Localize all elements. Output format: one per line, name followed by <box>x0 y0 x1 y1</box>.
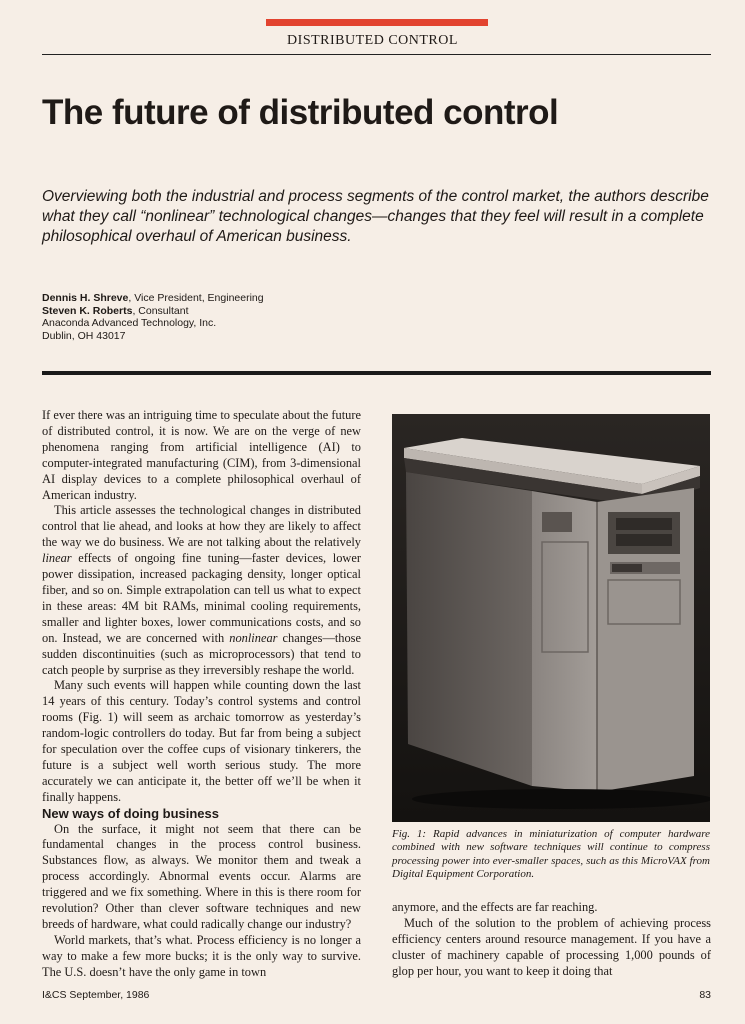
author-affiliation: Anaconda Advanced Technology, Inc. <box>42 317 217 329</box>
section-header: DISTRIBUTED CONTROL <box>287 33 458 48</box>
body-paragraph <box>42 503 361 678</box>
body-paragraph: If ever there was an intriguing time to speculate about the future of distributed control, it is now. We are on the verge of new phenomena ranging from artificial intelligence (AI) to computer-integrated manufacturing (CIM), from 3-dimensional AI display devices to a complete philosophical overhaul of American industry. <box>42 408 361 502</box>
body-text: effects of ongoing fine tuning—faster devices, lower power dissipation, increased packaging density, longer optical fiber, and so on. Simple extrapolation can tell us what to expect in these areas: 4M bit RAMs, minimal cooling requirements, smaller and lighter boxes, lower communications costs, and so on. Instead, we are concerned with <box>42 551 361 645</box>
body-column-right <box>392 900 711 980</box>
emphasis: nonlinear <box>229 630 278 645</box>
author-2 <box>42 305 442 318</box>
author-name: Steven K. Roberts <box>42 304 133 317</box>
emphasis: linear <box>42 551 72 566</box>
author-address: Dublin, OH 43017 <box>42 329 126 342</box>
article-deck: Overviewing both the industrial and process segments of the control market, the authors describe what they call “nonlinear” technological changes—changes that they feel will result in a complete philosophical overhaul of American business. <box>42 188 709 245</box>
figure-caption-text: Rapid advances in miniaturization of computer hardware combined with new software techniques will continue to compress processing power into ever-smaller spaces, such as this MicroVAX from Digital Equipment Corporation. <box>392 828 710 881</box>
accent-bar <box>266 19 488 26</box>
author-role: , Consultant <box>132 304 189 317</box>
body-paragraph: On the surface, it might not seem that there can be fundamental changes in the process control business. Substances flow, as always. We monitor them and tweak a process accordingly. Abnormal events occur. Alarms are triggered and we fix something. Where in this is there room for revolution? Other than clever software techniques and new breeds of hardware, what could radically change our industry? <box>42 821 361 931</box>
body-paragraph: Much of the solution to the problem of achieving process efficiency centers around resource management. If you have a cluster of machinery capable of processing 1,000 pounds of glop per hour, you want to keep it doing that <box>392 915 711 978</box>
body-paragraph: World markets, that’s what. Process efficiency is no longer a way to make a few more bucks; it is the only way to survive. The U.S. doesn’t have the only game in town <box>42 932 361 979</box>
body-column-left <box>42 408 361 981</box>
body-text: This article assesses the technological changes in distributed control that lie ahead, and looks at how they are likely to affect the way we do business. We are not talking about the relatively <box>42 503 361 550</box>
article-title: The future of distributed control <box>42 93 559 132</box>
computer-cabinet-illustration <box>392 414 710 822</box>
author-1 <box>42 292 442 305</box>
page-number: 83 <box>699 989 711 1001</box>
figure-caption <box>392 828 710 882</box>
body-paragraph: Many such events will happen while counting down the last 14 years of this century. Today’s control systems and control rooms (Fig. 1) will seem as archaic tomorrow as yesterday’s random-logic controllers do today. But far from being a subject for speculation over the coffee cups of visionary tinkerers, the future is a subject well worth serious study. The more accurately we can anticipate it, the better off we’ll be when it finally happens. <box>42 678 361 804</box>
author-name: Dennis H. Shreve <box>42 292 129 304</box>
heavy-rule <box>42 371 711 375</box>
figure-photo-microvax <box>392 414 710 822</box>
author-block <box>42 292 442 342</box>
body-text: changes—those sudden discontinuities (such as microprocessors) that tend to catch people by surprise as they irreversibly reshape the world. <box>42 630 361 677</box>
figure-label: Fig. 1: <box>392 828 427 840</box>
header-rule <box>42 54 711 55</box>
body-paragraph: anymore, and the effects are far reaching. <box>392 900 598 914</box>
footer-publication: I&CS September, 1986 <box>42 989 150 1001</box>
subheading: New ways of doing business <box>42 805 219 821</box>
author-role: , Vice President, Engineering <box>128 292 264 304</box>
